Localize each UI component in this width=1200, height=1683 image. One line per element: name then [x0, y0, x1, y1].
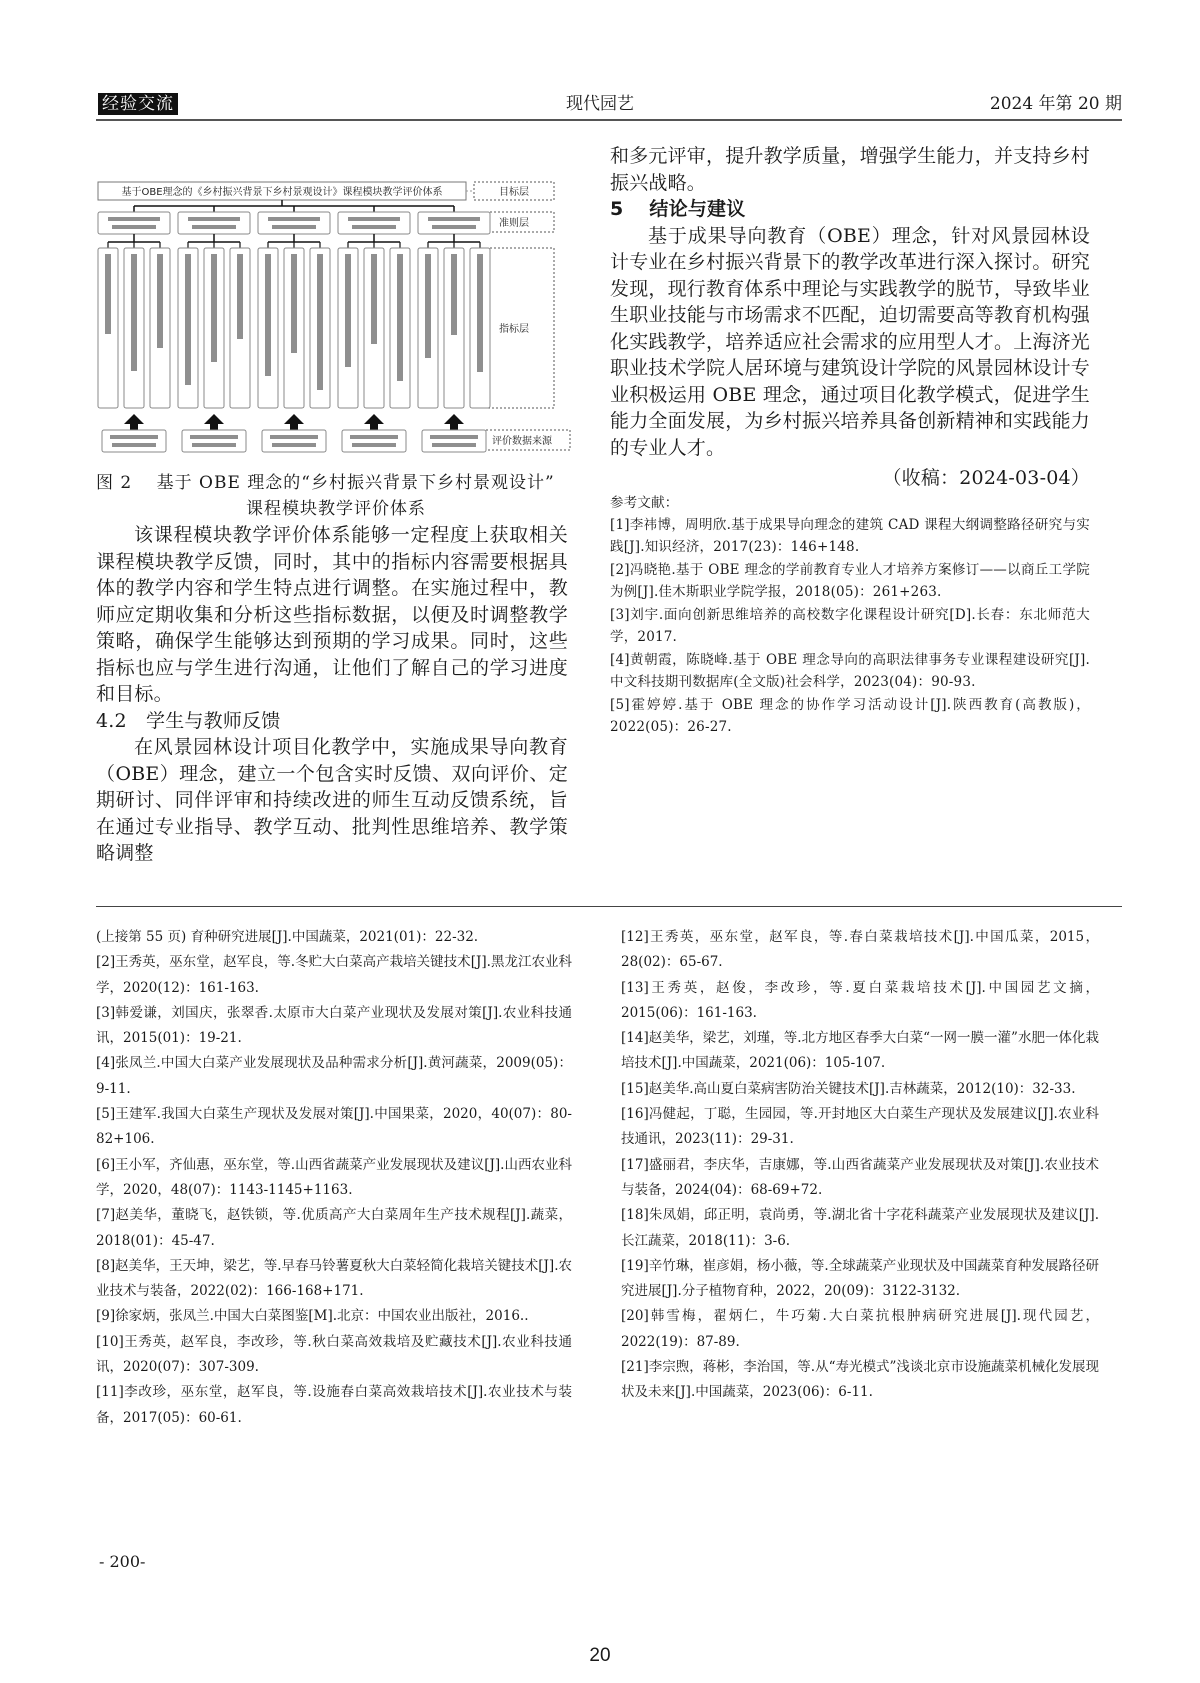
journal-name: 现代园艺 [566, 94, 634, 114]
criterion-text-blur [192, 225, 236, 229]
criterion-text-blur [272, 225, 316, 229]
reference-item: [10]王秀英，赵军良，李改珍，等.秋白菜高效栽培及贮藏技术[J].农业科技通讯，2020(07)：307-309. [96, 1333, 572, 1376]
layer-label-goal: 目标层 [499, 187, 529, 198]
source-text-blur [192, 443, 236, 447]
layer-label-data-source: 评价数据来源 [492, 436, 552, 447]
left-column [96, 522, 568, 867]
reference-item: [2]冯晓艳.基于 OBE 理念的学前教育专业人才培养方案修订——以商丘工学院为例[J].佳木斯职业学院学报，2018(05)：261+263. [610, 561, 1090, 600]
source-text-blur [190, 435, 238, 439]
section-divider [96, 906, 1122, 907]
source-text-blur [352, 443, 396, 447]
criterion-text-blur [268, 217, 320, 221]
section-heading-4-2: 4.2 学生与教师反馈 [96, 709, 281, 732]
indicator-text-blur [211, 254, 217, 362]
reference-item: [15]赵美华.高山夏白菜病害防治关键技术[J].吉林蔬菜，2012(10)：32-33. [621, 1080, 1076, 1097]
reference-item: [8]赵美华，王天坤，梁艺，等.早春马铃薯夏秋大白菜轻简化栽培关键技术[J].农业技术与装备，2022(02)：166-168+171. [96, 1257, 572, 1300]
criterion-box [418, 212, 490, 234]
criterion-text-blur [432, 225, 476, 229]
reference-list [610, 514, 1090, 739]
reference-item: (上接第 55 页) 育种研究进展[J].中国蔬菜，2021(01)：22-32. [96, 929, 479, 945]
reference-item: [13]王秀英，赵俊，李改珍，等.夏白菜栽培技术[J].中国园艺文摘，2015(06)：161-163. [621, 979, 1099, 1021]
source-text-blur [272, 443, 316, 447]
caption-line-1: 图 2 基于 OBE 理念的“乡村振兴背景下乡村景观设计” [96, 473, 555, 493]
paragraph: 该课程模块教学评价体系能够一定程度上获取相关课程模块教学反馈，同时，其中的指标内容需要根据具体的教学内容和学生特点进行调整。在实施过程中，教师应定期收集和分析这些指标数据，以便及时调整教学策略，确保学生能够达到预期的学习成果。同时，这些指标也应与学生进行沟通，让他们了解自己的学习进度和目标。 [96, 524, 568, 705]
references-title: 参考文献： [610, 494, 679, 511]
indicator-text-blur [477, 254, 483, 372]
layer-label-criteria: 准则层 [499, 218, 529, 229]
indicator-text-blur [157, 254, 163, 348]
reference-item: [4]张凤兰.中国大白菜产业发展现状及品种需求分析[J].黄河蔬菜，2009(05)：9-11. [96, 1055, 572, 1097]
paragraph: 在风景园林设计项目化教学中，实施成果导向教育（OBE）理念，建立一个包含实时反馈、双向评价、定期研讨、同伴评审和持续改进的师生互动反馈系统，旨在通过专业指导、教学互动、批判性思维培养、教学策略调整 [96, 736, 568, 864]
reference-item: [3]韩爱谦，刘国庆，张翠香.太原市大白菜产业现状及发展对策[J].农业科技通讯，2015(01)：19-21. [96, 1004, 572, 1047]
reference-item: [17]盛丽君，李庆华，吉康娜，等.山西省蔬菜产业发展现状及对策[J].农业技术与装备，2024(04)：68-69+72. [621, 1156, 1099, 1198]
criterion-text-blur [428, 217, 480, 221]
criterion-text-blur [348, 217, 400, 221]
indicator-text-blur [371, 254, 377, 344]
up-arrow-icon [204, 414, 224, 430]
reference-item: [5]王建军.我国大白菜生产现状及发展对策[J].中国果菜，2020，40(07)：80-82+106. [96, 1106, 572, 1148]
criterion-text-blur [112, 225, 156, 229]
indicator-text-blur [131, 254, 137, 371]
data-source-box [422, 430, 486, 452]
reference-item: [4]黄朝霞，陈晓峰.基于 OBE 理念导向的高职法律事务专业课程建设研究[J].中文科技期刊数据库(全文版)社会科学，2023(04)：90-93. [610, 651, 1090, 690]
reference-item: [5]霍婷婷.基于 OBE 理念的协作学习活动设计[J].陕西教育(高教版)，2022(05)：26-27. [610, 696, 1090, 735]
up-arrow-icon [124, 414, 144, 430]
up-arrow-icon [444, 414, 464, 430]
paragraph: 和多元评审，提升教学质量，增强学生能力，并支持乡村振兴战略。 [610, 145, 1091, 194]
indicator-text-blur [317, 254, 323, 390]
indicator-text-blur [397, 254, 403, 381]
reference-item: [14]赵美华，梁艺，刘瑾，等.北方地区春季大白菜“一网一膜一灌”水肥一体化栽培技术[J].中国蔬菜，2021(06)：105-107. [621, 1030, 1099, 1072]
up-arrow-icon [284, 414, 304, 430]
reference-item: [1]李祎博，周明欣.基于成果导向理念的建筑 CAD 课程大纲调整路径研究与实践[J].知识经济，2017(23)：146+148. [610, 516, 1090, 555]
continued-references-right [621, 925, 1099, 1406]
reference-item: [3]刘宇.面向创新思维培养的高校数字化课程设计研究[D].长春：东北师范大学，2017. [610, 606, 1090, 645]
source-text-blur [112, 443, 156, 447]
reference-item: [21]李宗煦，蒋彬，李治国，等.从“寿光模式”浅谈北京市设施蔬菜机械化发展现状及未来[J].中国蔬菜，2023(06)：6-11. [621, 1359, 1099, 1401]
indicator-text-blur [237, 254, 243, 339]
source-text-blur [430, 435, 478, 439]
evaluation-system-diagram [96, 180, 576, 465]
source-text-blur [270, 435, 318, 439]
received-date: （收稿：2024-03-04） [882, 467, 1090, 489]
source-text-blur [110, 435, 158, 439]
reference-item: [6]王小军，齐仙惠，巫东堂，等.山西省蔬菜产业发展现状及建议[J].山西农业科学，2020，48(07)：1143-1145+1163. [96, 1156, 572, 1198]
goal-box-text: 基于OBE理念的《乡村振兴背景下乡村景观设计》课程模块教学评价体系 [121, 187, 443, 198]
issue-number: 2024 年第 20 期 [989, 94, 1122, 114]
reference-item: [16]冯健起，丁聪，生园园，等.开封地区大白菜生产现状及发展建议[J].农业科技通讯，2023(11)：29-31. [621, 1106, 1099, 1148]
reference-item: [19]辛竹琳，崔彦娟，杨小薇，等.全球蔬菜产业现状及中国蔬菜育种发展路径研究进展[J].分子植物育种，2022，20(09)：3122-3132. [621, 1257, 1099, 1300]
reference-item: [11]李改珍，巫东堂，赵军良，等.设施春白菜高效栽培技术[J].农业技术与装备，2017(05)：60-61. [96, 1384, 572, 1426]
section-heading-5: 5 结论与建议 [610, 198, 746, 220]
data-source-box [182, 430, 246, 452]
continued-references-left [96, 925, 572, 1431]
caption-line-2: 课程模块教学评价体系 [246, 499, 426, 519]
indicator-text-blur [425, 254, 431, 358]
paragraph: 基于成果导向教育（OBE）理念，针对风景园林设计专业在乡村振兴背景下的教学改革进行深入探讨。研究发现，现行教育体系中理论与实践教学的脱节，导致毕业生职业技能与市场需求不匹配，迫切需要高等教育机构强化实践教学，培养适应社会需求的应用型人才。上海济光职业技术学院人居环境与建筑设计学院的风景园林设计专业积极运用 OBE 理念，通过项目化教学模式，促进学生能力全面发展，为乡村振兴培养具备创新精神和实践能力的专业人才。 [610, 224, 1091, 459]
criterion-text-blur [352, 225, 396, 229]
right-column [610, 143, 1090, 739]
criterion-text-blur [188, 217, 240, 221]
reference-item: [7]赵美华，董晓飞，赵铁锁，等.优质高产大白菜周年生产技术规程[J].蔬菜，2018(01)：45-47. [96, 1207, 572, 1249]
data-source-box [102, 430, 166, 452]
data-source-box [342, 430, 406, 452]
data-source-box [262, 430, 326, 452]
indicator-text-blur [345, 254, 351, 367]
pdf-page-number: 20 [589, 1645, 611, 1666]
reference-item: [20]韩雪梅，翟炳仁，牛巧菊.大白菜抗根肿病研究进展[J].现代园艺，2022(19)：87-89. [621, 1308, 1099, 1350]
criterion-text-blur [108, 217, 160, 221]
header-rule [96, 119, 1122, 121]
criterion-box [98, 212, 170, 234]
reference-item: [9]徐家炳，张凤兰.中国大白菜图鉴[M].北京：中国农业出版社，2016.. [96, 1308, 529, 1325]
criterion-box [178, 212, 250, 234]
source-text-blur [350, 435, 398, 439]
indicator-text-blur [105, 254, 111, 334]
reference-item: [18]朱凤娟，邱正明，袁尚勇，等.湖北省十字花科蔬菜产业发展现状及建议[J].长江蔬菜，2018(11)：3-6. [621, 1207, 1099, 1249]
journal-page-number: - 200- [99, 1552, 146, 1571]
section-tag: 经验交流 [98, 93, 178, 115]
reference-item: [2]王秀英，巫东堂，赵军良，等.冬贮大白菜高产栽培关键技术[J].黑龙江农业科学，2020(12)：161-163. [96, 954, 572, 996]
source-text-blur [432, 443, 476, 447]
criterion-box [258, 212, 330, 234]
indicator-text-blur [265, 254, 271, 376]
figure-caption [96, 470, 576, 522]
up-arrow-icon [364, 414, 384, 430]
indicator-text-blur [451, 254, 457, 335]
layer-label-indicator: 指标层 [499, 324, 529, 335]
reference-item: [12]王秀英，巫东堂，赵军良，等.春白菜栽培技术[J].中国瓜菜，2015，28(02)：65-67. [621, 929, 1099, 971]
indicator-text-blur [185, 254, 191, 385]
indicator-text-blur [291, 254, 297, 353]
criterion-box [338, 212, 410, 234]
